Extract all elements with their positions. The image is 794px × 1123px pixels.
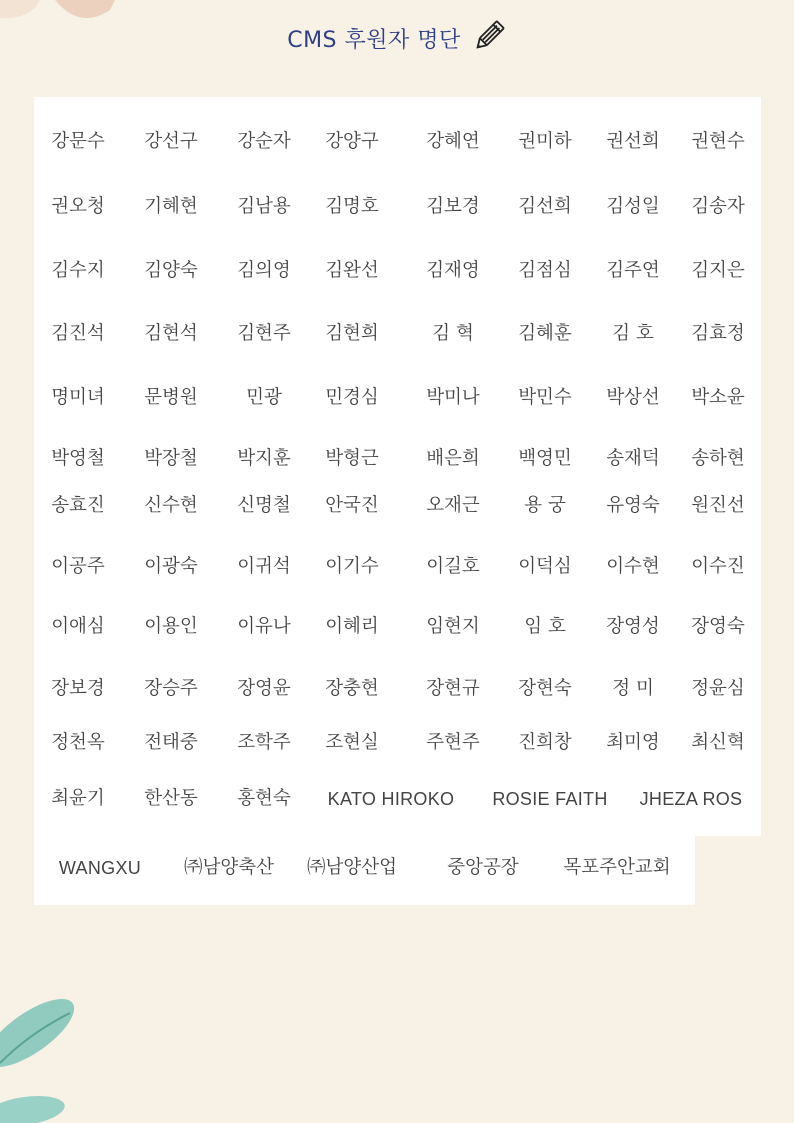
donor-name: KATO HIROKO: [327, 789, 455, 809]
donor-name: 이수진: [691, 556, 745, 577]
donor-name: 최미영: [606, 732, 660, 753]
donor-name: 홍현숙: [237, 788, 291, 809]
donor-name: 송하현: [691, 448, 745, 469]
donor-name: 김 혁: [432, 323, 474, 344]
donor-name: 김보경: [426, 196, 480, 217]
donor-name: 이귀석: [237, 556, 291, 577]
donor-name: 이덕심: [518, 556, 572, 577]
donor-name: 박상선: [606, 387, 660, 408]
donor-organization: 중앙공장: [447, 857, 519, 878]
donor-name: 김진석: [51, 323, 105, 344]
donor-name: 장보경: [51, 678, 105, 699]
donor-name: 김혜훈: [518, 323, 572, 344]
donor-name: 오재근: [426, 495, 480, 516]
donor-name: 이애심: [51, 616, 105, 637]
donor-name: 김남용: [237, 196, 291, 217]
donor-name: 장영윤: [237, 678, 291, 699]
donor-name: 주현주: [426, 732, 480, 753]
donor-name: 신수현: [144, 495, 198, 516]
donor-name: 이길호: [426, 556, 480, 577]
leaf-decoration: [0, 993, 90, 1123]
donor-name: 강혜연: [426, 131, 480, 152]
donor-name: 신명철: [237, 495, 291, 516]
donor-name: 송효진: [51, 495, 105, 516]
donor-name: 조현실: [325, 732, 379, 753]
donor-name: 이광숙: [144, 556, 198, 577]
donor-organization: ㈜남양축산: [184, 857, 274, 878]
donor-name: 김선희: [518, 196, 572, 217]
donor-organization: ㈜남양산업: [307, 857, 397, 878]
donor-name: 김양숙: [144, 260, 198, 281]
donor-name: 권미하: [518, 131, 572, 152]
donor-name: 장영성: [606, 616, 660, 637]
donor-name: 장현규: [426, 678, 480, 699]
donor-name: 이유나: [237, 616, 291, 637]
donor-name: 김현주: [237, 323, 291, 344]
donor-name: 이기수: [325, 556, 379, 577]
donor-name: 김성일: [606, 196, 660, 217]
donor-name: 안국진: [325, 495, 379, 516]
donor-name: 정천옥: [51, 732, 105, 753]
donor-name: 강문수: [51, 131, 105, 152]
donor-name: 김완선: [325, 260, 379, 281]
donor-name: 진희창: [518, 732, 572, 753]
donor-name: 정윤심: [691, 678, 745, 699]
donor-name: 김점심: [518, 260, 572, 281]
donor-name: 김의영: [237, 260, 291, 281]
donor-name: 원진선: [691, 495, 745, 516]
donor-name: 최윤기: [51, 788, 105, 809]
donor-name: 강선구: [144, 131, 198, 152]
donor-name: 권선희: [606, 131, 660, 152]
donor-name: 박장철: [144, 448, 198, 469]
donor-name: 박소윤: [691, 387, 745, 408]
donor-name: 송재덕: [606, 448, 660, 469]
donor-name: 최신혁: [691, 732, 745, 753]
donor-name: 김수지: [51, 260, 105, 281]
donor-name: 김주연: [606, 260, 660, 281]
donor-name: 강양구: [325, 131, 379, 152]
donor-name: 이공주: [51, 556, 105, 577]
donor-name: 김효정: [691, 323, 745, 344]
donor-name: 김송자: [691, 196, 745, 217]
donor-name: 김지은: [691, 260, 745, 281]
pencil-icon: [471, 18, 507, 54]
donor-name: 용 궁: [524, 495, 566, 516]
donor-name: 김명호: [325, 196, 379, 217]
donor-name: 박형근: [325, 448, 379, 469]
donor-name: 정 미: [612, 678, 654, 699]
donor-name: 김현희: [325, 323, 379, 344]
donor-name: 박영철: [51, 448, 105, 469]
donor-name: 문병원: [144, 387, 198, 408]
donor-name: 백영민: [518, 448, 572, 469]
donor-name: 민경심: [325, 387, 379, 408]
donor-name: ROSIE FAITH: [492, 789, 608, 809]
donor-name: 박지훈: [237, 448, 291, 469]
donor-name: 권현수: [691, 131, 745, 152]
page-title-text: CMS 후원자 명단: [287, 27, 461, 53]
donor-name: 권오청: [51, 196, 105, 217]
donor-name: 강순자: [237, 131, 291, 152]
donor-name: 한산동: [144, 788, 198, 809]
donor-name: 배은희: [426, 448, 480, 469]
donor-name: 이혜리: [325, 616, 379, 637]
page-title: [0, 22, 794, 54]
donor-name: 임현지: [426, 616, 480, 637]
donor-name: JHEZA ROS: [639, 789, 743, 809]
donor-name: 민광: [246, 387, 282, 408]
donor-name: 임 호: [524, 616, 566, 637]
donor-name: 김현석: [144, 323, 198, 344]
donor-name: 명미녀: [51, 387, 105, 408]
donor-name: 전태중: [144, 732, 198, 753]
donor-name: 유영숙: [606, 495, 660, 516]
donor-name: 장승주: [144, 678, 198, 699]
donor-name: 기혜현: [144, 196, 198, 217]
donor-name: 조학주: [237, 732, 291, 753]
donor-name: 이수현: [606, 556, 660, 577]
donor-name: 박민수: [518, 387, 572, 408]
donor-name: 이용인: [144, 616, 198, 637]
donor-name: 박미나: [426, 387, 480, 408]
donor-name: 장충현: [325, 678, 379, 699]
donor-organization: WANGXU: [58, 858, 142, 878]
donor-name: 김재영: [426, 260, 480, 281]
donor-name: 김 호: [612, 323, 654, 344]
donor-organization: 목포주안교회: [563, 857, 671, 878]
donor-name: 장현숙: [518, 678, 572, 699]
donor-name: 장영숙: [691, 616, 745, 637]
